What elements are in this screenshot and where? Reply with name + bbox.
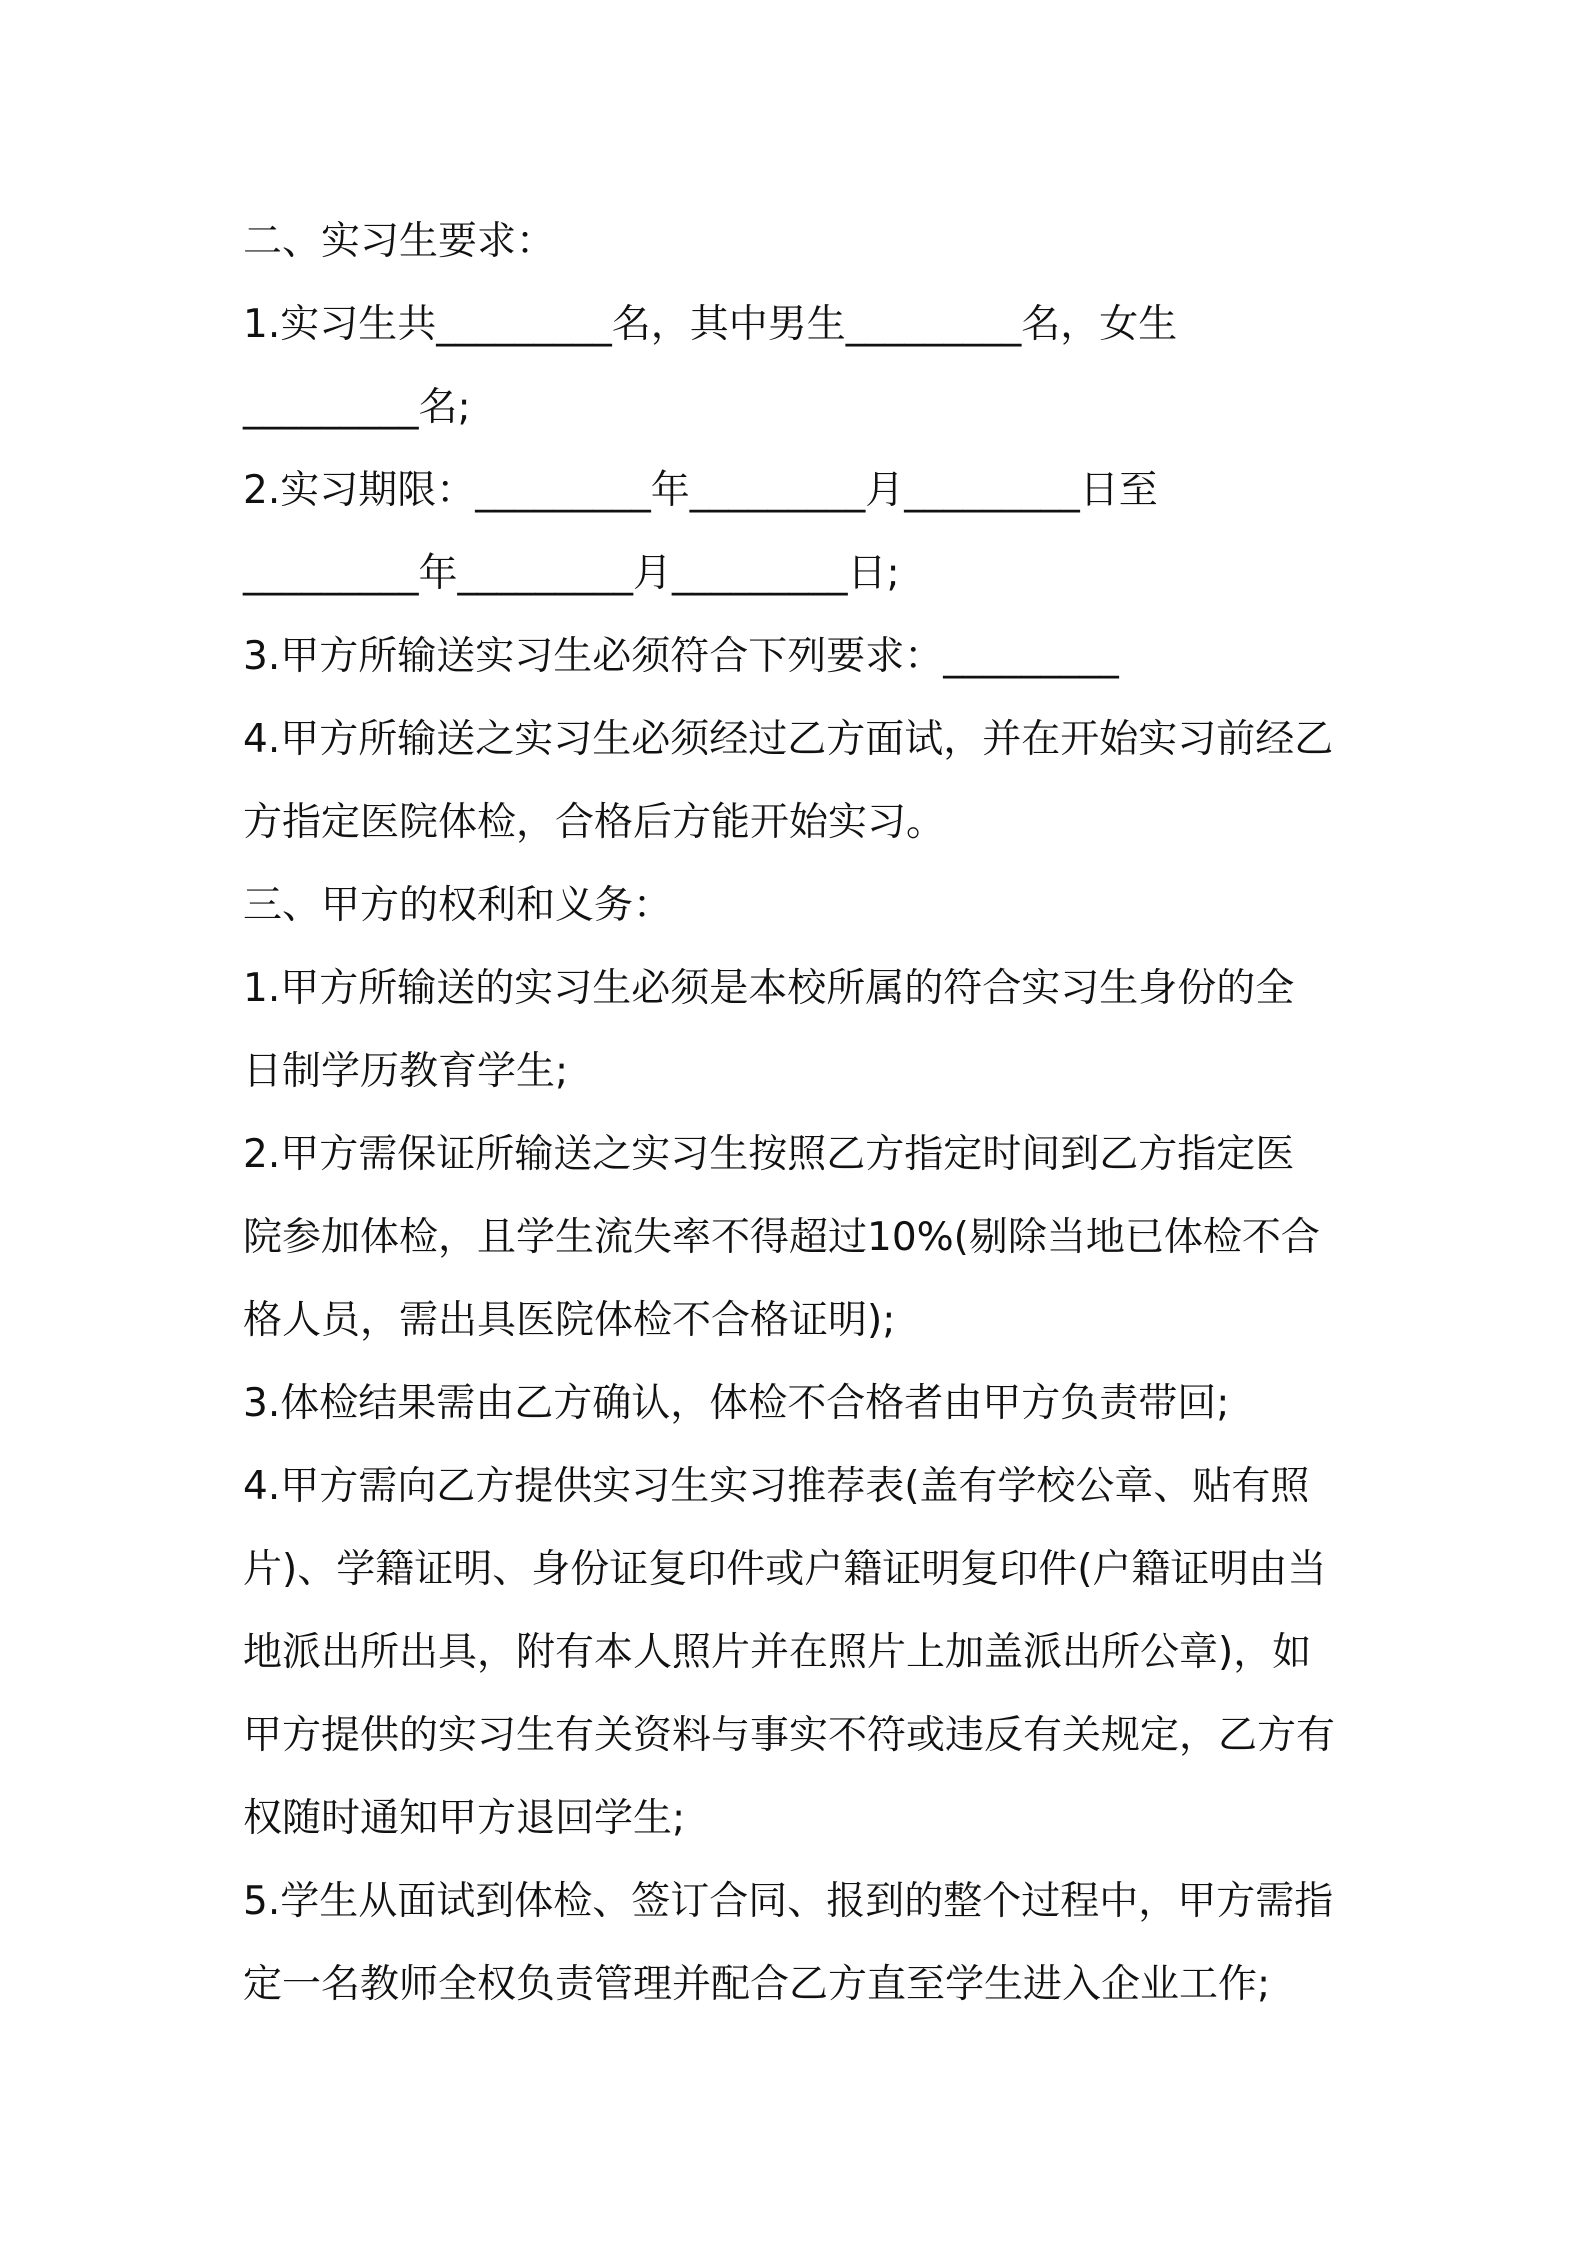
paragraph-line: 定一名教师全权负责管理并配合乙方直至学生进入企业工作; — [243, 1962, 1271, 2007]
paragraph-line: 片)、学籍证明、身份证复印件或户籍证明复印件(户籍证明由当 — [243, 1547, 1327, 1592]
paragraph-line: 4.甲方所输送之实习生必须经过乙方面试，并在开始实习前经乙 — [243, 717, 1334, 762]
paragraph-line: 1.甲方所输送的实习生必须是本校所属的符合实习生身份的全 — [243, 966, 1295, 1011]
paragraph-line: 2.甲方需保证所输送之实习生按照乙方指定时间到乙方指定医 — [243, 1132, 1295, 1177]
paragraph-line: 日制学历教育学生; — [243, 1049, 569, 1094]
paragraph-line: _________年_________月_________日; — [243, 551, 900, 596]
document-body — [243, 200, 1358, 2026]
section-heading-intern-requirements: 二、实习生要求： — [243, 219, 556, 264]
section-heading-party-a-rights: 三、甲方的权利和义务： — [243, 883, 673, 928]
paragraph-line: 3.体检结果需由乙方确认，体检不合格者由甲方负责带回; — [243, 1381, 1230, 1426]
paragraph-line: 院参加体检，且学生流失率不得超过10%(剔除当地已体检不合 — [243, 1215, 1320, 1260]
paragraph-line: 权随时通知甲方退回学生; — [243, 1796, 686, 1841]
paragraph-line: _________名; — [243, 385, 471, 430]
paragraph-line: 3.甲方所输送实习生必须符合下列要求：_________ — [243, 634, 1119, 679]
paragraph-line: 1.实习生共_________名，其中男生_________名，女生 — [243, 302, 1178, 347]
paragraph-line: 甲方提供的实习生有关资料与事实不符或违反有关规定，乙方有 — [243, 1713, 1336, 1758]
paragraph-line: 2.实习期限：_________年_________月_________日至 — [243, 468, 1158, 513]
paragraph-line: 地派出所出具，附有本人照片并在照片上加盖派出所公章)，如 — [243, 1630, 1312, 1675]
paragraph-line: 4.甲方需向乙方提供实习生实习推荐表(盖有学校公章、贴有照 — [243, 1464, 1310, 1509]
paragraph-line: 5.学生从面试到体检、签订合同、报到的整个过程中，甲方需指 — [243, 1879, 1334, 1924]
paragraph-line: 格人员，需出具医院体检不合格证明); — [243, 1298, 896, 1343]
paragraph-line: 方指定医院体检，合格后方能开始实习。 — [243, 800, 946, 845]
